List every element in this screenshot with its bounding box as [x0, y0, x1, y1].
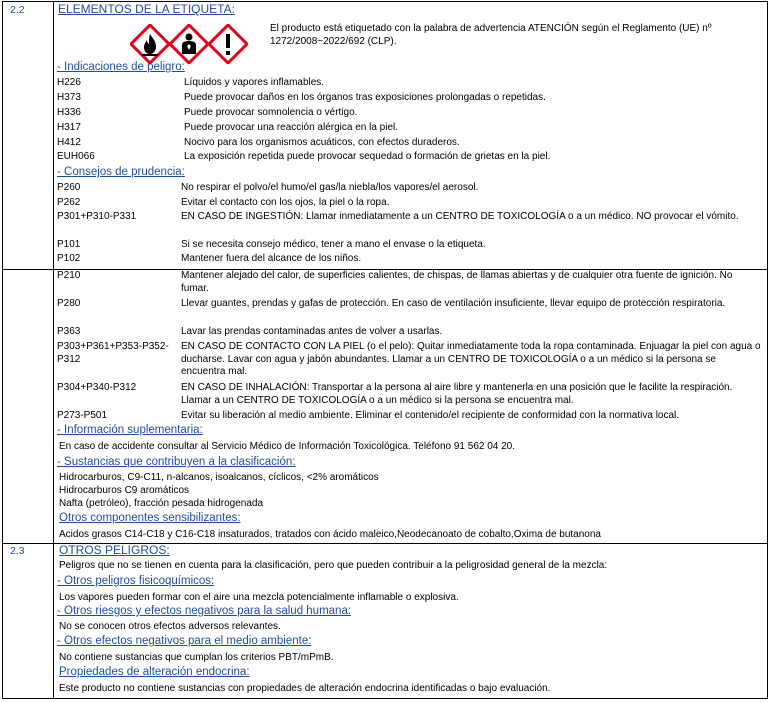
substances-heading: - Sustancias que contribuyen a la clasificación:	[57, 456, 296, 468]
h-text: Puede provocar una reacción alérgica en la piel.	[184, 122, 399, 133]
section-title-etiqueta: ELEMENTOS DE LA ETIQUETA:	[58, 2, 235, 16]
p-code: P101	[57, 239, 81, 250]
environment-heading: - Otros efectos negativos para el medio ambiente:	[57, 635, 312, 647]
precautionary-heading: - Consejos de prudencia:	[57, 166, 185, 178]
h-text: Puede provocar daños en los órganos tras exposiciones prolongadas o repetidas.	[184, 92, 546, 103]
p-code: P301+P310-P331	[57, 211, 137, 222]
flame-pictogram-icon	[130, 24, 170, 64]
physchem-heading: - Otros peligros fisicoquímicos:	[57, 575, 215, 587]
label-intro: El producto está etiquetado con la palabra de advertencia ATENCIÓN según el Reglamento (UE) nº 1272/2008~2022/692 (CLP).	[270, 23, 712, 47]
h-text: Puede provocar somnolencia o vértigo.	[184, 107, 358, 118]
exclamation-icon	[208, 24, 248, 64]
health-text: No se conocen otros efectos adversos relevantes.	[59, 621, 281, 632]
h-code: H336	[57, 107, 81, 118]
substance-item: Nafta (petróleo), fracción pesada hidrogenada	[59, 498, 264, 509]
physchem-text: Los vapores pueden formar con el aire una mezcla potencialmente inflamable o explosiva.	[59, 592, 459, 603]
section-number-2-3: 2.3	[10, 545, 25, 557]
p-text: Llevar guantes, prendas y gafas de protección. En caso de ventilación insuficiente, llevar equipo de protección respiratoria.	[181, 298, 726, 309]
section-title-otros-peligros: OTROS PELIGROS:	[59, 543, 170, 557]
substance-item: Hidrocarburos, C9-C11, n-alcanos, isoalcanos, cíclicos, <2% aromáticos	[59, 472, 379, 483]
p-text: EN CASO DE INHALACIÓN: Transportar a la persona al aire libre y mantenerla en una posición que le facilite la respiración. Llamar a un CENTRO DE TOXICOLOGÍA o a un médico si la persona se encuentra mal.	[181, 382, 733, 406]
h-code: H412	[57, 137, 81, 148]
h-code: EUH066	[57, 151, 95, 162]
p-code: P280	[57, 298, 81, 309]
h-text: Líquidos y vapores inflamables.	[184, 77, 325, 88]
p-code: P363	[57, 326, 81, 337]
p-text: EN CASO DE INGESTIÓN: Llamar inmediatamente a un CENTRO DE TOXICOLOGÍA o a un médico. NO provocar el vómito.	[181, 211, 739, 222]
p-code: P303+P361+P353-P352-P312	[57, 341, 169, 365]
h-code: H317	[57, 122, 81, 133]
substance-item: Hidrocarburos C9 aromáticos	[59, 485, 190, 496]
h-text: La exposición repetida puede provocar sequedad o formación de grietas en la piel.	[184, 151, 551, 162]
health-hazard-icon	[169, 24, 209, 64]
sensitizers-text: Acidos grasos C14-C18 y C16-C18 insaturados, tratados con ácido maleico,Neodecanoato de cobalto,Oxima de butanona	[59, 529, 601, 540]
health-heading: - Otros riesgos y efectos negativos para la salud humana:	[57, 605, 352, 617]
h-text: Nocivo para los organismos acuáticos, con efectos duraderos.	[184, 137, 460, 148]
endocrine-text: Este producto no contiene sustancias con propiedades de alteración endocrina identificadas o bajo evaluación.	[59, 683, 551, 694]
supplementary-info-heading: - Información suplementaria:	[57, 424, 203, 436]
p-text: Si se necesita consejo médico, tener a mano el envase o la etiqueta.	[181, 239, 486, 250]
column-divider	[53, 2, 54, 698]
p-text: Mantener fuera del alcance de los niños.	[181, 253, 362, 264]
other-hazards-intro: Peligros que no se tienen en cuenta para la clasificación, pero que pueden contribuir a la peligrosidad general de la mezcla:	[59, 560, 608, 571]
h-code: H373	[57, 92, 81, 103]
p-text: Evitar su liberación al medio ambiente. Eliminar el contenido/el recipiente de conformidad con la normativa local.	[181, 410, 680, 421]
h-code: H226	[57, 77, 81, 88]
p-text: Evitar el contacto con los ojos, la piel o la ropa.	[181, 197, 390, 208]
section-number-2-2: 2.2	[10, 4, 25, 16]
p-text: EN CASO DE CONTACTO CON LA PIEL (o el pelo): Quitar inmediatamente toda la ropa contaminada. Enjuagar la piel con agua o ducharse. Lavar con agua y jabón abundantes. Llamar a un CENTRO DE TOXICOLOGÍA o a un médico si la persona se encuentra mal.	[181, 341, 761, 377]
p-code: P210	[57, 270, 81, 281]
sensitizers-heading: Otros componentes sensibilizantes:	[59, 512, 241, 524]
p-text: No respirar el polvo/el humo/el gas/la niebla/los vapores/el aerosol.	[181, 182, 479, 193]
p-text: Mantener alejado del calor, de superficies calientes, de chispas, de llamas abiertas y de cualquier otra fuente de ignición. No fumar.	[181, 270, 733, 294]
hazard-statements-heading: - Indicaciones de peligro:	[57, 61, 185, 73]
supplementary-info-text: En caso de accidente consultar al Servicio Médico de Información Toxicológica. Teléfono 91 562 04 20.	[59, 441, 516, 452]
p-code: P262	[57, 197, 81, 208]
p-code: P273-P501	[57, 410, 108, 421]
environment-text: No contiene sustancias que cumplan los criterios PBT/mPmB.	[59, 652, 334, 663]
p-code: P102	[57, 253, 81, 264]
p-code: P260	[57, 182, 81, 193]
p-text: Lavar las prendas contaminadas antes de volver a usarlas.	[181, 326, 443, 337]
endocrine-heading: Propiedades de alteración endocrina:	[59, 666, 250, 678]
p-code: P304+P340-P312	[57, 382, 137, 393]
